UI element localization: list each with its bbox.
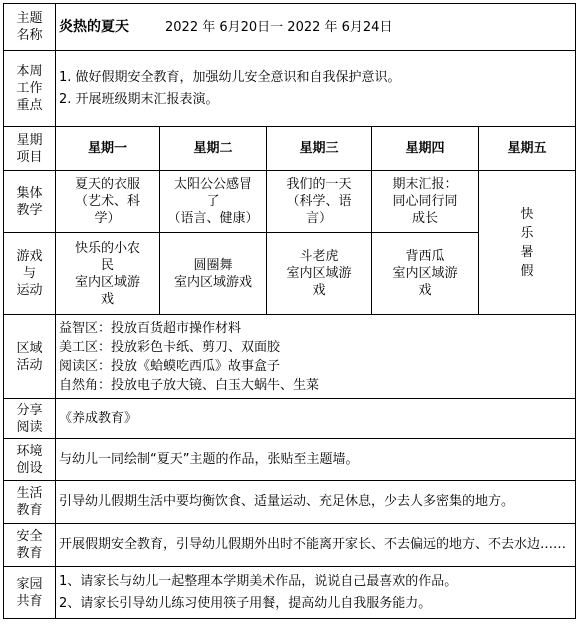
cell-line: 圆圈舞 <box>193 257 233 273</box>
label-line: 工作 <box>16 81 43 96</box>
life-content: 引导幼儿假期生活中要均衡饮食、适量运动、充足休息，少去人多密集的地方。 <box>56 481 576 524</box>
teaching-thursday <box>372 171 479 233</box>
row-reading <box>4 399 576 439</box>
cell-line: 了 <box>206 194 220 209</box>
games-tuesday <box>160 233 267 315</box>
label-line: 安全 <box>16 529 43 544</box>
area-item: 美工区：投放彩色卡纸、剪刀、双面胶 <box>59 339 281 355</box>
label-line: 家园 <box>16 576 43 592</box>
label-line: 项目 <box>16 149 43 165</box>
friday-holiday <box>479 171 576 315</box>
area-item: 自然角：投放电子放大镜、白玉大蜗牛、生菜 <box>59 377 320 393</box>
teaching-tuesday <box>160 171 267 233</box>
reading-content: 《养成教育》 <box>56 399 576 439</box>
row-theme <box>4 4 576 51</box>
cell-line: 戏 <box>312 283 326 298</box>
cell-line: （语言、健康） <box>167 211 259 226</box>
cell-line: 室内区域游 <box>74 274 140 290</box>
label-life <box>4 481 56 524</box>
label-line: 阅读 <box>16 419 43 435</box>
cell-line: 我们的一天 <box>286 177 352 192</box>
cell-line: 室内区域游 <box>286 266 352 281</box>
label-line: 教学 <box>16 202 43 218</box>
row-week-focus <box>4 51 576 127</box>
cell-line: 太阳公公感冒 <box>173 177 252 192</box>
row-environment <box>4 439 576 481</box>
cell-line: （科学、语 <box>286 194 352 209</box>
date-range: 2022 年 6月20日一 2022 年 6月24日 <box>165 19 393 35</box>
label-line: 教育 <box>16 546 43 561</box>
row-weekday <box>4 127 576 171</box>
holiday-char: 假 <box>520 263 534 279</box>
area-item: 益智区：投放百货超市操作材料 <box>59 320 242 336</box>
weekly-plan-table <box>3 3 576 619</box>
cell-line: 期末汇报： <box>392 177 458 192</box>
games-monday <box>56 233 160 315</box>
cell-line: 民 <box>100 257 114 273</box>
label-line: 区域 <box>16 340 43 356</box>
cell-line: 戏 <box>100 291 114 307</box>
label-line: 环境 <box>16 443 43 459</box>
cell-line: 斗老虎 <box>299 249 339 264</box>
label-area <box>4 315 56 399</box>
label-family <box>4 567 56 619</box>
label-line: 活动 <box>16 357 43 373</box>
label-reading <box>4 399 56 439</box>
holiday-char: 快 <box>520 206 534 222</box>
label-safety <box>4 524 56 567</box>
holiday-char: 乐 <box>520 225 534 241</box>
environment-content: 与幼儿一同绘制“夏天”主题的作品，张贴至主题墙。 <box>56 439 576 481</box>
cell-line: 同心同行同 <box>392 194 458 209</box>
area-content <box>56 315 576 399</box>
family-content <box>56 567 576 619</box>
theme-topic: 炎热的夏天 <box>59 18 129 35</box>
week-focus-content <box>56 51 576 127</box>
safety-content: 开展假期安全教育，引导幼儿假期外出时不能离开家长、不去偏远的地方、不去水边…… <box>56 524 576 567</box>
cell-line: 室内区域游 <box>392 266 458 281</box>
cell-line: 学） <box>94 211 121 226</box>
day-tuesday: 星期二 <box>160 127 267 171</box>
family-item: 2、请家长引导幼儿练习使用筷子用餐，提高幼儿自我服务能力。 <box>59 595 432 611</box>
label-line: 运动 <box>16 283 43 298</box>
label-theme <box>4 4 56 51</box>
label-line: 创设 <box>16 460 43 476</box>
cell-line: （艺术、科 <box>74 194 140 209</box>
label-line: 与 <box>22 266 36 281</box>
day-friday: 星期五 <box>479 127 576 171</box>
cell-line: 夏天的衣服 <box>74 177 140 192</box>
row-area <box>4 315 576 399</box>
games-thursday <box>372 233 479 315</box>
theme-content <box>56 4 576 51</box>
row-group-teaching <box>4 171 576 233</box>
label-line: 重点 <box>16 98 43 113</box>
area-item: 阅读区：投放《蛤蟆吃西瓜》故事盒子 <box>59 358 281 374</box>
cell-line: 成长 <box>411 211 438 226</box>
holiday-char: 暑 <box>520 244 534 260</box>
label-line: 教育 <box>16 503 43 518</box>
label-environment <box>4 439 56 481</box>
day-wednesday: 星期三 <box>267 127 372 171</box>
label-line: 生活 <box>16 486 43 501</box>
label-line: 共育 <box>16 593 43 609</box>
label-line: 分享 <box>16 402 43 418</box>
label-games <box>4 233 56 315</box>
label-group-teaching <box>4 171 56 233</box>
label-line: 游戏 <box>16 249 43 264</box>
teaching-monday <box>56 171 160 233</box>
label-line: 集体 <box>16 185 43 201</box>
day-thursday: 星期四 <box>372 127 479 171</box>
cell-line: 言） <box>305 211 332 226</box>
games-wednesday <box>267 233 372 315</box>
label-line: 主题 <box>16 11 43 26</box>
label-week-focus <box>4 51 56 127</box>
day-monday: 星期一 <box>56 127 160 171</box>
focus-item: 1. 做好假期安全教育，加强幼儿安全意识和自我保护意识。 <box>59 69 401 85</box>
row-family <box>4 567 576 619</box>
label-line: 名称 <box>16 28 43 43</box>
label-line: 本周 <box>16 64 43 79</box>
focus-item: 2. 开展班级期末汇报表演。 <box>59 91 219 107</box>
label-line: 星期 <box>16 132 43 148</box>
cell-line: 戏 <box>418 283 432 298</box>
cell-line: 室内区域游戏 <box>173 274 252 290</box>
cell-line: 背西瓜 <box>405 249 445 264</box>
family-item: 1、请家长与幼儿一起整理本学期美术作品，说说自己最喜欢的作品。 <box>59 573 458 589</box>
row-safety <box>4 524 576 567</box>
cell-line: 快乐的小农 <box>74 240 140 256</box>
teaching-wednesday <box>267 171 372 233</box>
row-life <box>4 481 576 524</box>
label-weekday <box>4 127 56 171</box>
